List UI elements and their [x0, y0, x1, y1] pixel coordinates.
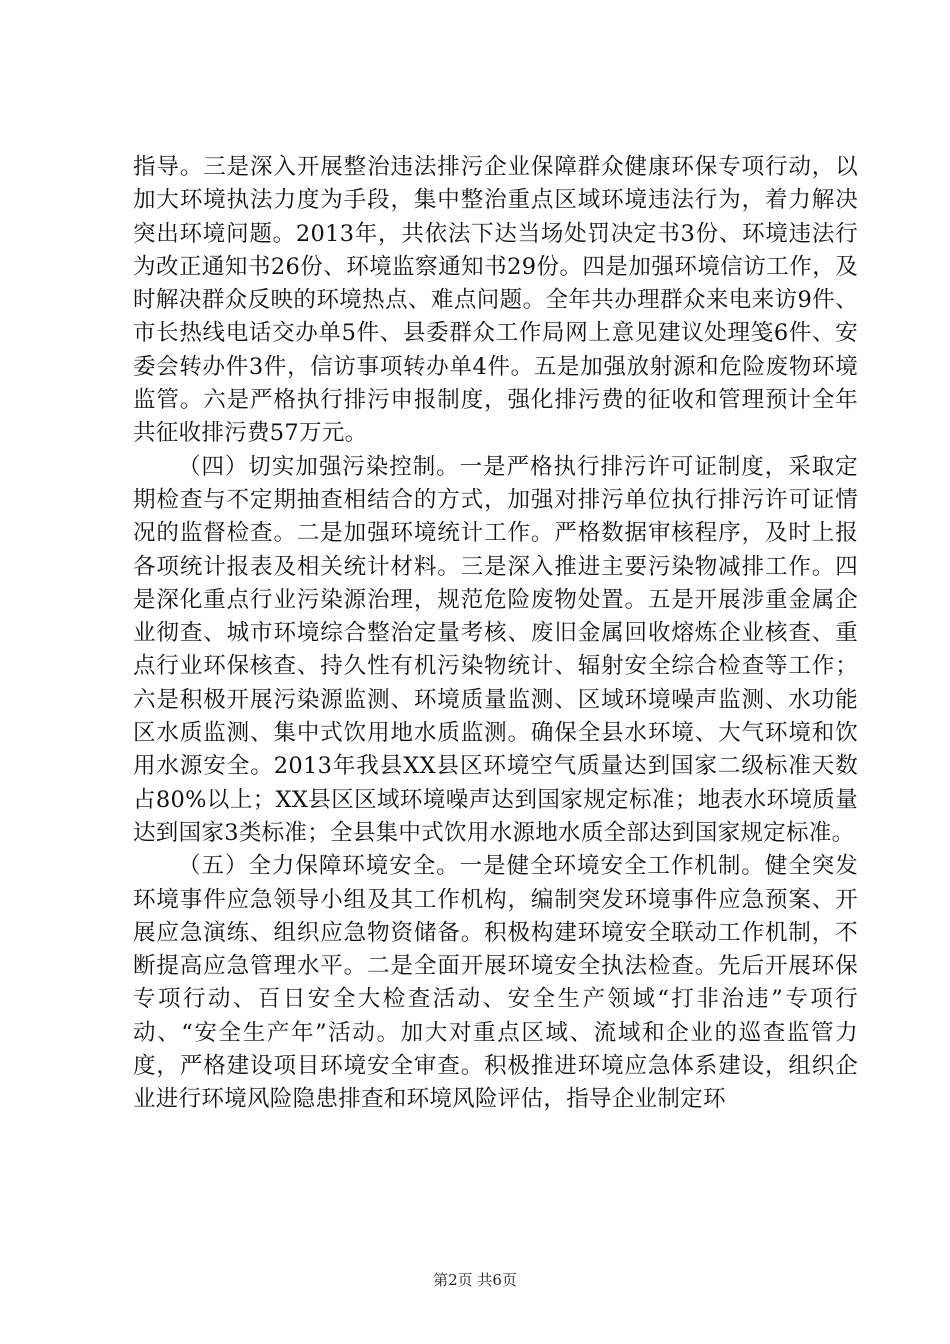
paragraph-environmental-safety: （五）全力保障环境安全。一是健全环境安全工作机制。健全突发环境事件应急领导小组及其工作机构，编制突发环境事件应急预案、开展应急演练、组织应急物资储备。积极构建环境安全联动工作机制，不断提高应急管理水平。二是全面开展环境安全执法检查。先后开展环保专项行动、百日安全大检查活动、安全生产领域“打非治违”专项行动、“安全生产年”活动。加大对重点区域、流域和企业的巡查监管力度，严格建设项目环境安全审查。积极推进环境应急体系建设，组织企业进行环境风险隐患排查和环境风险评估，指导企业制定环 [133, 853, 858, 1113]
document-body [133, 151, 858, 1117]
paragraph-continuation: 指导。三是深入开展整治违法排污企业保障群众健康环保专项行动，以加大环境执法力度为手段，集中整治重点区域环境违法行为，着力解决突出环境问题。2013年，共依法下达当场处罚决定书3份、环境违法行为改正通知书26份、环境监察通知书29份。四是加强环境信访工作，及时解决群众反映的环境热点、难点问题。全年共办理群众来电来访9件、市长热线电话交办单5件、县委群众工作局网上意见建议处理笺6件、安委会转办件3件，信访事项转办单4件。五是加强放射源和危险废物环境监管。六是严格执行排污申报制度，强化排污费的征收和管理预计全年共征收排污费57万元。 [133, 154, 858, 447]
paragraph-pollution-control: （四）切实加强污染控制。一是严格执行排污许可证制度，采取定期检查与不定期抽查相结合的方式，加强对排污单位执行排污许可证情况的监督检查。二是加强环境统计工作。严格数据审核程序，及时上报各项统计报表及相关统计材料。三是深入推进主要污染物减排工作。四是深化重点行业污染源治理，规范危险废物处置。五是开展涉重金属企业彻查、城市环境综合整治定量考核、废旧金属回收熔炼企业核查、重点行业环保核查、持久性有机污染物统计、辐射安全综合检查等工作；六是积极开展污染源监测、环境质量监测、区域环境噪声监测、水功能区水质监测、集中式饮用地水质监测。确保全县水环境、大气环境和饮用水源安全。2013年我县XX县区环境空气质量达到国家二级标准天数占80%以上；XX县区区域环境噪声达到国家规定标准；地表水环境质量达到国家3类标准；全县集中式饮用水源地水质全部达到国家规定标准。 [133, 453, 858, 846]
page-footer: 第2页 共6页 [433, 1271, 517, 1289]
